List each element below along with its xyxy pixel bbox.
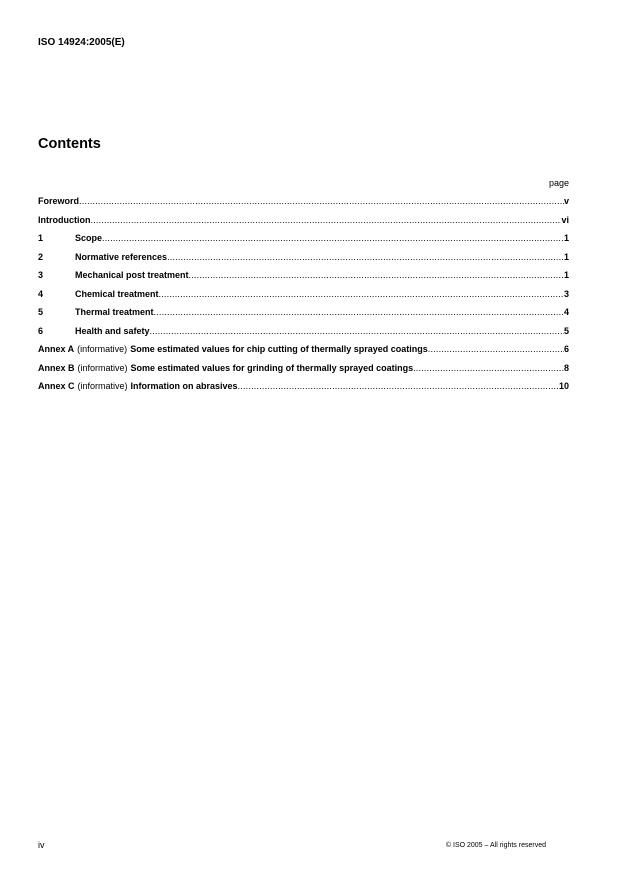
toc-entry-page: 5	[563, 325, 569, 336]
toc-entry-title: Information on abrasives	[130, 381, 238, 391]
toc-entry-page: 4	[563, 307, 569, 317]
footer-page-number: iv	[38, 840, 45, 850]
toc-entry-mechanical-post-treatment[interactable]	[38, 270, 569, 289]
toc-entry-title: Mechanical post treatment	[75, 270, 189, 280]
table-of-contents	[38, 196, 569, 400]
toc-entry-title: Introduction	[38, 214, 91, 225]
toc-entry-page: 6	[563, 344, 569, 354]
contents-heading: Contents	[38, 136, 101, 152]
toc-entry-title: Some estimated values for chip cutting of thermally sprayed coatings	[130, 344, 428, 354]
document-id-header: ISO 14924:2005(E)	[38, 37, 125, 48]
footer-copyright: © ISO 2005 – All rights reserved	[445, 842, 546, 849]
toc-entry-chemical-treatment[interactable]	[38, 289, 569, 308]
toc-entry-page: v	[563, 196, 569, 206]
toc-leader-dots	[159, 289, 564, 299]
toc-leader-dots	[167, 252, 564, 262]
toc-entry-title: Health and safety	[75, 325, 150, 336]
toc-entry-page: 1	[563, 233, 569, 243]
toc-entry-number: 2	[38, 251, 44, 262]
toc-entry-number: 4	[38, 288, 44, 299]
toc-entry-title: Thermal treatment	[75, 307, 154, 317]
annex-label: Annex A	[38, 344, 75, 354]
toc-entry-thermal-treatment[interactable]	[38, 307, 569, 326]
toc-entry-number: 1	[38, 233, 44, 243]
toc-leader-dots	[79, 196, 564, 206]
toc-leader-dots	[413, 363, 564, 373]
annex-note: (informative)	[77, 362, 128, 373]
toc-entry-title: Scope	[75, 233, 103, 243]
toc-leader-dots	[189, 270, 564, 280]
toc-entry-introduction[interactable]	[38, 215, 569, 234]
toc-entry-foreword[interactable]	[38, 196, 569, 215]
toc-entry-health-and-safety[interactable]	[38, 326, 569, 345]
toc-entry-normative-references[interactable]	[38, 252, 569, 271]
toc-entry-page: 1	[563, 251, 569, 262]
toc-entry-page: 8	[563, 362, 569, 373]
toc-leader-dots	[428, 344, 564, 354]
toc-entry-title: Chemical treatment	[75, 288, 159, 299]
toc-entry-title: Foreword	[38, 196, 80, 206]
toc-leader-dots	[102, 233, 564, 243]
toc-entry-title: Normative references	[75, 251, 168, 262]
toc-entry-page: 3	[563, 288, 569, 299]
annex-note: (informative)	[77, 344, 128, 354]
toc-entry-number: 6	[38, 325, 44, 336]
toc-entry-page: vi	[561, 214, 569, 225]
toc-leader-dots	[91, 215, 562, 225]
toc-leader-dots	[150, 326, 564, 336]
toc-entry-title: Some estimated values for grinding of thermally sprayed coatings	[130, 362, 414, 373]
annex-label: Annex C	[38, 381, 75, 391]
toc-entry-annex-a[interactable]	[38, 344, 569, 363]
toc-leader-dots	[238, 381, 559, 391]
toc-entry-page: 10	[558, 381, 569, 391]
toc-entry-number: 3	[38, 270, 44, 280]
page-column-label: page	[548, 178, 569, 188]
toc-entry-scope[interactable]	[38, 233, 569, 252]
annex-note: (informative)	[77, 381, 128, 391]
annex-label: Annex B	[38, 362, 75, 373]
toc-leader-dots	[154, 307, 564, 317]
toc-entry-number: 5	[38, 307, 44, 317]
toc-entry-annex-b[interactable]	[38, 363, 569, 382]
toc-entry-annex-c[interactable]	[38, 381, 569, 400]
toc-entry-page: 1	[563, 270, 569, 280]
